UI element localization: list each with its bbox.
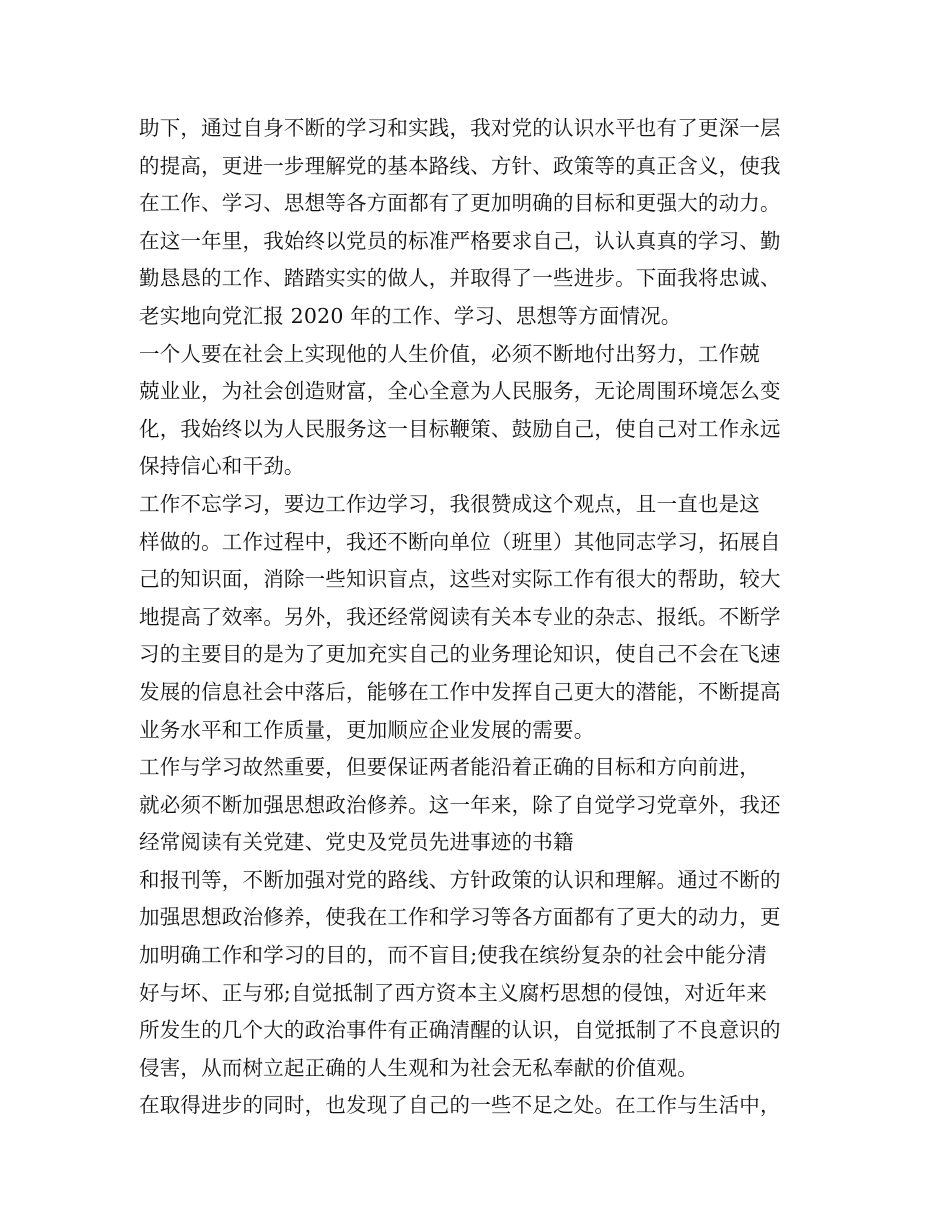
text-line: 在这一年里，我始终以党员的标准严格要求自己，认认真真的学习、勤 [139, 228, 781, 253]
text-line: 化，我始终以为人民服务这一目标鞭策、鼓励自己，使自己对工作永远 [139, 416, 781, 441]
text-line: 在工作、学习、思想等各方面都有了更加明确的目标和更强大的动力。 [139, 191, 781, 216]
text-line: 发展的信息社会中落后，能够在工作中发挥自己更大的潜能，不断提高 [139, 679, 781, 704]
text-line: 侵害，从而树立起正确的人生观和为社会无私奉献的价值观。 [139, 1055, 698, 1080]
text-line: 兢业业，为社会创造财富，全心全意为人民服务，无论周围环境怎么变 [139, 379, 781, 404]
text-line: 就必须不断加强思想政治修养。这一年来，除了自觉学习党章外，我还 [139, 792, 781, 817]
text-line: 经常阅读有关党建、党史及党员先进事迹的书籍 [139, 830, 574, 855]
text-line: 在取得进步的同时，也发现了自己的一些不足之处。在工作与生活中， [139, 1093, 781, 1118]
text-line: 好与坏、正与邪;自觉抵制了西方资本主义腐朽思想的侵蚀，对近年来 [139, 980, 768, 1005]
text-line: 勤恳恳的工作、踏踏实实的做人，并取得了一些进步。下面我将忠诚、 [139, 266, 781, 291]
text-line: 样做的。工作过程中，我还不断向单位（班里）其他同志学习，拓展自 [139, 529, 781, 554]
text-line: 工作不忘学习，要边工作边学习，我很赞成这个观点，且一直也是这 [139, 491, 760, 516]
text-line: 所发生的几个大的政治事件有正确清醒的认识，自觉抵制了不良意识的 [139, 1018, 781, 1043]
text-line: 一个人要在社会上实现他的人生价值，必须不断地付出努力，工作兢 [139, 341, 760, 366]
text-line: 保持信心和干劲。 [139, 454, 305, 479]
text-line: 工作与学习故然重要，但要保证两者能沿着正确的目标和方向前进， [139, 755, 760, 780]
text-line: 己的知识面，消除一些知识盲点，这些对实际工作有很大的帮助，较大 [139, 567, 781, 592]
text-line: 老实地向党汇报 2020 年的工作、学习、思想等方面情况。 [139, 303, 682, 328]
text-line: 习的主要目的是为了更加充实自己的业务理论知识，使自己不会在飞速 [139, 642, 781, 667]
text-line: 业务水平和工作质量，更加顺应企业发展的需要。 [139, 717, 595, 742]
text-line: 加强思想政治修养，使我在工作和学习等各方面都有了更大的动力，更 [139, 905, 781, 930]
document-body [139, 110, 829, 1125]
text-line: 的提高，更进一步理解党的基本路线、方针、政策等的真正含义，使我 [139, 153, 781, 178]
text-line: 助下，通过自身不断的学习和实践，我对党的认识水平也有了更深一层 [139, 116, 781, 140]
text-line: 和报刊等，不断加强对党的路线、方针政策的认识和理解。通过不断的 [139, 867, 781, 892]
text-line: 地提高了效率。另外，我还经常阅读有关本专业的杂志、报纸。不断学 [139, 604, 781, 629]
text-line: 加明确工作和学习的目的，而不盲目;使我在缤纷复杂的社会中能分清 [139, 943, 768, 968]
